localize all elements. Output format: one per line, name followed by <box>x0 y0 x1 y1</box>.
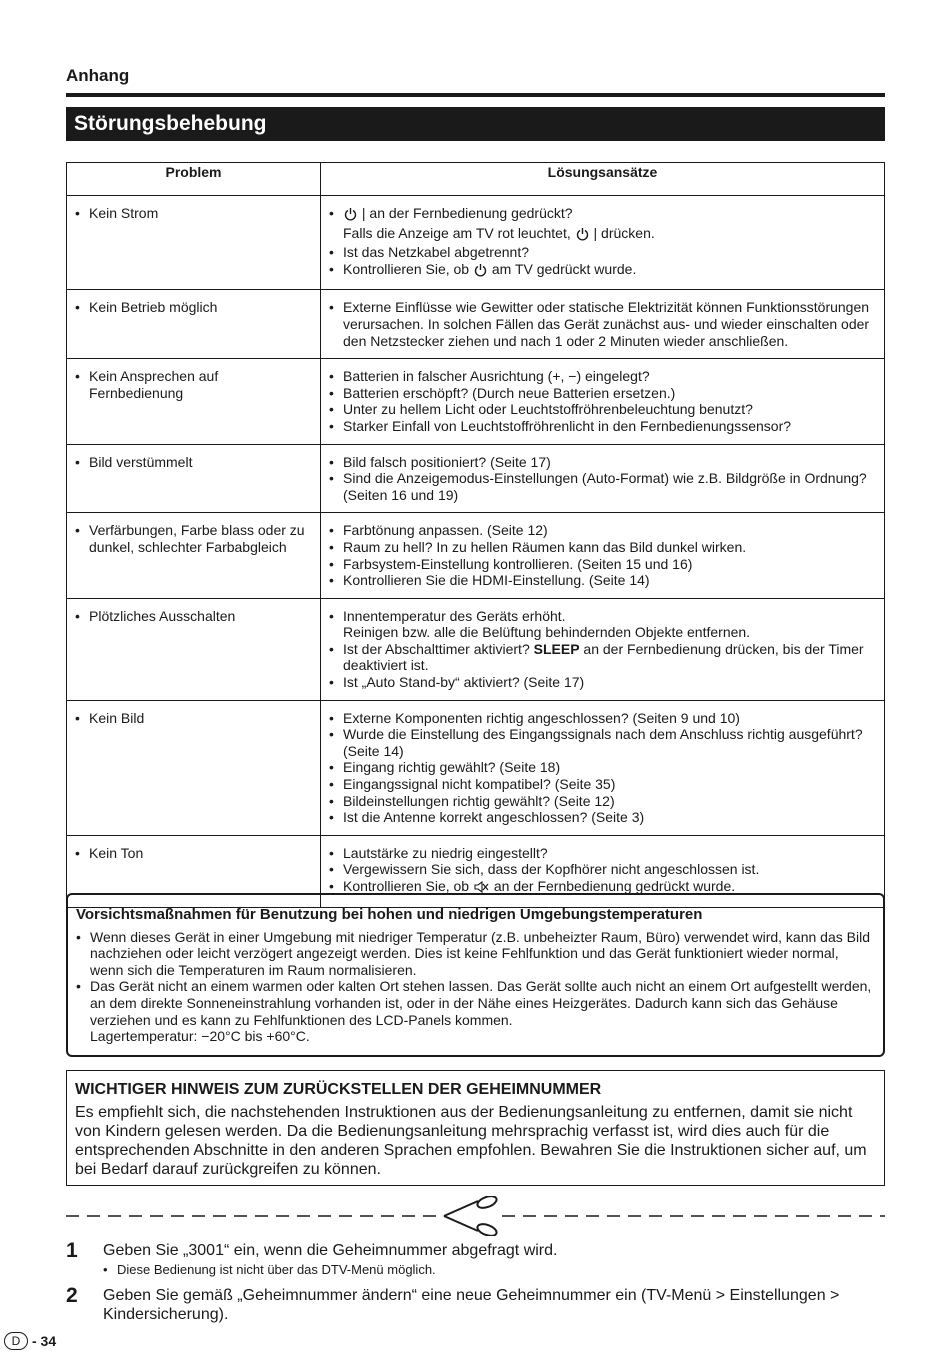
section-rule <box>66 93 885 97</box>
step-number: 2 <box>66 1284 78 1307</box>
solution-item: • Kontrollieren Sie, ob an der Fernbedienung gedrückt wurde. <box>329 878 878 898</box>
notice-title: WICHTIGER HINWEIS ZUM ZURÜCKSTELLEN DER GEHEIMNUMMER <box>75 1081 602 1098</box>
step-number: 1 <box>66 1239 78 1262</box>
solution-item: • Sind die Anzeigemodus-Einstellungen (Auto-Format) wie z.B. Bildgröße in Ordnung? (Seiten 16 und 19) <box>329 470 878 503</box>
storage-temperature: Lagertemperatur: −20°C bis +60°C. <box>90 1028 310 1045</box>
pin-reset-notice <box>66 1070 885 1186</box>
solution-item: • Batterien erschöpft? (Durch neue Batterien ersetzen.) <box>329 385 878 402</box>
solution-item: • Kontrollieren Sie die HDMI-Einstellung. (Seite 14) <box>329 572 878 589</box>
problem-item: • Kein Ansprechen auf Fernbedienung <box>75 368 314 401</box>
solution-item: • Bild falsch positioniert? (Seite 17) <box>329 454 878 471</box>
caution-item: • Wenn dieses Gerät in einer Umgebung mit niedriger Temperatur (z.B. unbeheizter Raum, Büro) verwendet wird, kann das Bild nachziehen oder leicht verzögert angezeigt werden. Dies ist keine Fehlfunktion und das Gerät funktioniert wieder normal, wenn sich die Temperaturen im Raum normalisieren. <box>76 929 875 979</box>
sleep-key-label: SLEEP <box>533 640 580 657</box>
table-row <box>67 290 885 359</box>
solution-item: • Ist das Netzkabel abgetrennt? <box>329 244 878 261</box>
table-row <box>67 444 885 513</box>
solution-item: • Farbsystem-Einstellung kontrollieren. (Seiten 15 und 16) <box>329 556 878 573</box>
step-text: Geben Sie „3001“ ein, wenn die Geheimnummer abgefragt wird. <box>103 1242 558 1259</box>
solution-item: • Wurde die Einstellung des Eingangssignals nach dem Anschluss richtig ausgeführt? (Seite 14) <box>329 726 878 759</box>
solution-item: • | an der Fernbedienung gedrückt? Falls die Anzeige am TV rot leuchtet, | drücken. <box>329 205 878 244</box>
power-icon <box>576 227 589 245</box>
page-number <box>4 1332 56 1350</box>
solution-item: • Raum zu hell? In zu hellen Räumen kann das Bild dunkel wirken. <box>329 539 878 556</box>
table-row <box>67 196 885 290</box>
column-header-problem: Problem <box>67 163 321 196</box>
solution-item: • Bildeinstellungen richtig gewählt? (Seite 12) <box>329 793 878 810</box>
troubleshooting-table <box>66 162 885 908</box>
solution-item: • Vergewissern Sie sich, dass der Kopfhörer nicht angeschlossen ist. <box>329 861 878 878</box>
caution-item: • Das Gerät nicht an einem warmen oder kalten Ort stehen lassen. Das Gerät sollte auch nicht an einem Ort aufgestellt werden, an dem direkte Sonneneinstrahlung vorhanden ist, oder in der Nähe eines Heizgerätes. Dadurch kann sich das Gehäuse verziehen und es kann zu Fehlfunktionen des LCD-Panels kommen. Lagertemperatur: −20°C bis +60°C. <box>76 978 875 1044</box>
solution-item: • Eingangssignal nicht kompatibel? (Seite 35) <box>329 776 878 793</box>
solution-item: • Externe Komponenten richtig angeschlossen? (Seiten 9 und 10) <box>329 710 878 727</box>
problem-item: • Kein Ton <box>75 845 314 862</box>
table-header-row <box>67 163 885 196</box>
step-text: Geben Sie gemäß „Geheimnummer ändern“ eine neue Geheimnummer ein (TV-Menü > Einstellungen > Kindersicherung). <box>103 1287 840 1323</box>
page-number-text: - 34 <box>32 1333 57 1349</box>
power-icon <box>474 263 487 281</box>
solution-item: • Ist der Abschalttimer aktiviert? SLEEP an der Fernbedienung drücken, bis der Timer deaktiviert ist. <box>329 641 878 674</box>
solution-item: • Farbtönung anpassen. (Seite 12) <box>329 522 878 539</box>
table-row <box>67 513 885 598</box>
solution-item: • Kontrollieren Sie, ob am TV gedrückt wurde. <box>329 261 878 281</box>
section-label: Anhang <box>66 66 130 85</box>
caution-title: Vorsichtsmaßnahmen für Benutzung bei hohen und niedrigen Umgebungstemperaturen <box>76 906 703 923</box>
problem-item: • Kein Bild <box>75 710 314 727</box>
solution-item: • Ist „Auto Stand-by“ aktiviert? (Seite 17) <box>329 674 878 691</box>
solution-item: • Innentemperatur des Geräts erhöht. Reinigen bzw. alle die Belüftung behindernden Objekte entfernen. <box>329 608 878 641</box>
step-1 <box>66 1241 885 1278</box>
scissors-icon <box>444 1196 498 1236</box>
problem-item: • Kein Betrieb möglich <box>75 299 314 316</box>
notice-text: Es empfiehlt sich, die nachstehenden Instruktionen aus der Bedienungsanleitung zu entfernen, damit sie nicht von Kindern gelesen werden. Da die Bedienungsanleitung mehrsprachig verfasst ist, wird dies auch für die entsprechenden Abschnitte in den anderen Sprachen empfohlen. Bewahren Sie die Instruktionen sicher auf, um bei Bedarf darauf zurückgreifen zu können. <box>75 1104 867 1178</box>
problem-item: • Plötzliches Ausschalten <box>75 608 314 625</box>
solution-item: • Batterien in falscher Ausrichtung (+, −) eingelegt? <box>329 368 878 385</box>
problem-item: • Verfärbungen, Farbe blass oder zu dunkel, schlechter Farbabgleich <box>75 522 314 555</box>
solution-item: • Unter zu hellem Licht oder Leuchtstoffröhrenbeleuchtung benutzt? <box>329 401 878 418</box>
problem-item: • Bild verstümmelt <box>75 454 314 471</box>
solution-item: • Externe Einflüsse wie Gewitter oder statische Elektrizität können Funktionsstörungen verursachen. In solchen Fällen das Gerät zunächst aus- und wieder einschalten oder den Netzstecker ziehen und nach 1 oder 2 Minuten wieder anschließen. <box>329 299 878 349</box>
cut-line <box>66 1196 885 1236</box>
table-row <box>67 359 885 444</box>
column-header-solutions: Lösungsansätze <box>321 163 885 196</box>
solution-item: • Eingang richtig gewählt? (Seite 18) <box>329 759 878 776</box>
solution-item: • Starker Einfall von Leuchtstoffröhrenlicht in den Fernbedienungssensor? <box>329 418 878 435</box>
table-row <box>67 700 885 835</box>
problem-item: • Kein Strom <box>75 205 314 222</box>
temperature-caution-box <box>66 893 885 1057</box>
table-row <box>67 598 885 700</box>
step-2 <box>66 1286 885 1324</box>
power-icon <box>344 207 357 225</box>
solution-item: • Lautstärke zu niedrig eingestellt? <box>329 845 878 862</box>
page-title: Störungsbehebung <box>66 107 885 141</box>
solution-item: • Ist die Antenne korrekt angeschlossen? (Seite 3) <box>329 809 878 826</box>
region-badge: D <box>4 1332 28 1350</box>
step-note: • Diese Bedienung ist nicht über das DTV-Menü möglich. <box>103 1261 885 1278</box>
